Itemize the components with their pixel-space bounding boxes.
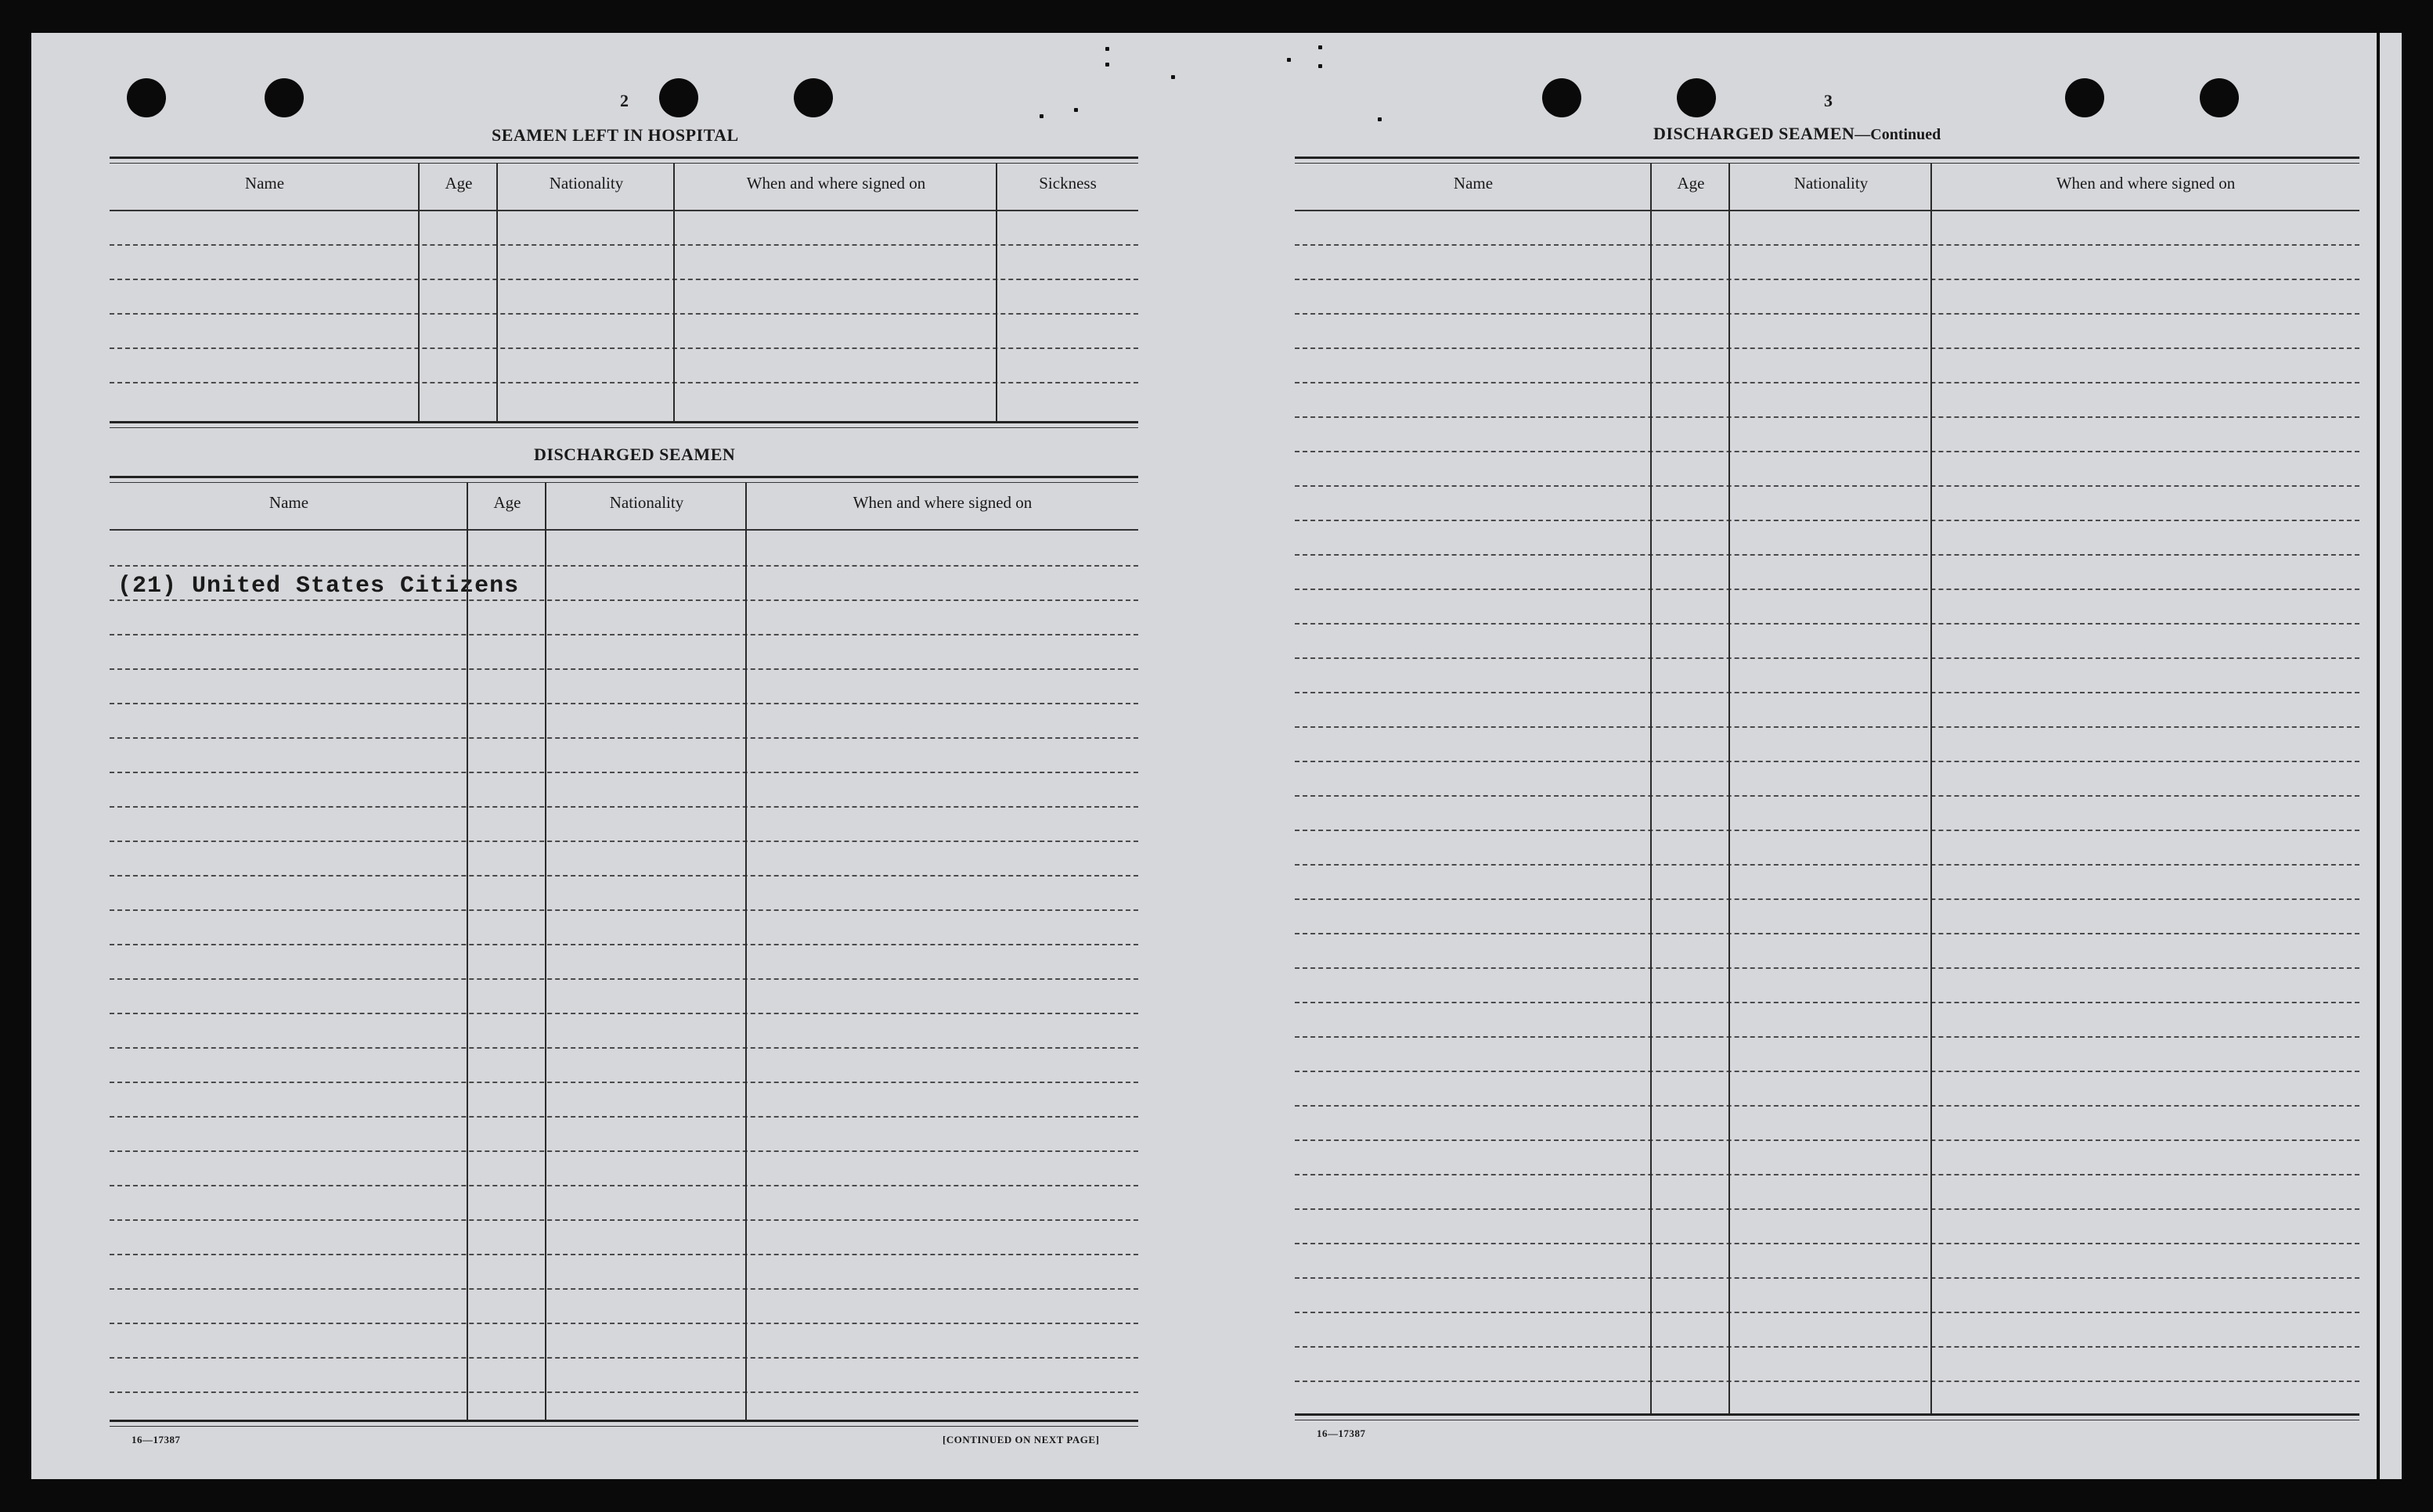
right-row-line: [1295, 864, 2359, 866]
punch-hole-4: [794, 78, 833, 117]
right-row-line: [1295, 657, 2359, 659]
right-row-line: [1295, 485, 2359, 487]
right-row-line: [1295, 451, 2359, 452]
discharged-row-line: [110, 909, 1138, 911]
discharged-row-line: [110, 1391, 1138, 1393]
ink-speck: [1074, 108, 1078, 112]
hospital-col-divider: [418, 163, 420, 421]
form-number-right: 16—17387: [1317, 1427, 1366, 1439]
continued-note: [CONTINUED ON NEXT PAGE]: [943, 1434, 1100, 1445]
discharged-row-line: [110, 1013, 1138, 1014]
right-row-line: [1295, 1312, 2359, 1313]
punch-hole-6: [1677, 78, 1716, 117]
ink-speck: [1378, 117, 1382, 121]
discharged-row-line: [110, 772, 1138, 773]
hospital-section-title: SEAMEN LEFT IN HOSPITAL: [492, 125, 739, 145]
ink-speck: [1105, 63, 1109, 67]
ink-speck: [1040, 114, 1043, 118]
right-row-line: [1295, 1036, 2359, 1038]
right-row-line: [1295, 898, 2359, 900]
hospital-bottom-rule-2: [110, 427, 1138, 428]
discharged-header-name: Name: [269, 493, 309, 512]
hospital-top-rule: [110, 157, 1138, 159]
hospital-header-bottom-rule: [110, 210, 1138, 211]
right-col-divider: [1728, 163, 1730, 1415]
hospital-header-name: Name: [244, 174, 285, 193]
scan-edge: [2377, 33, 2380, 1479]
hospital-row-line: [110, 347, 1138, 349]
page-number-left: 2: [620, 91, 629, 110]
right-section-title: [1653, 124, 1941, 144]
right-header-signed-on: When and where signed on: [2056, 174, 2236, 193]
right-row-line: [1295, 1208, 2359, 1210]
discharged-row-line: [110, 1219, 1138, 1221]
discharged-row-line: [110, 875, 1138, 877]
discharged-col-divider: [467, 482, 468, 1421]
ink-speck: [1171, 75, 1175, 79]
right-row-line: [1295, 416, 2359, 418]
hospital-row-line: [110, 244, 1138, 246]
punch-hole-5: [1542, 78, 1581, 117]
discharged-row-line: [110, 668, 1138, 670]
punch-hole-2: [265, 78, 304, 117]
hospital-row-line: [110, 313, 1138, 315]
discharged-row-line: [110, 978, 1138, 980]
discharged-row-line: [110, 1323, 1138, 1324]
hospital-col-divider: [496, 163, 498, 421]
right-row-line: [1295, 967, 2359, 969]
right-row-line: [1295, 1346, 2359, 1348]
right-row-line: [1295, 795, 2359, 797]
right-row-line: [1295, 589, 2359, 590]
discharged-bottom-rule-2: [110, 1426, 1138, 1427]
right-row-line: [1295, 382, 2359, 383]
right-row-line: [1295, 692, 2359, 693]
right-row-line: [1295, 279, 2359, 280]
right-section-title-suffix: —Continued: [1854, 126, 1941, 143]
discharged-row-line: [110, 806, 1138, 808]
discharged-row-line: [110, 1047, 1138, 1049]
discharged-row-line: [110, 703, 1138, 704]
ink-speck: [1318, 64, 1322, 68]
hospital-header-age: Age: [445, 174, 473, 193]
discharged-section-title: DISCHARGED SEAMEN: [534, 445, 736, 464]
right-row-line: [1295, 1277, 2359, 1279]
hospital-col-divider: [673, 163, 675, 421]
right-col-divider: [1650, 163, 1652, 1415]
right-row-line: [1295, 1071, 2359, 1072]
hospital-header-nationality: Nationality: [549, 174, 624, 193]
punch-hole-3: [659, 78, 698, 117]
right-row-line: [1295, 623, 2359, 625]
right-header-nationality: Nationality: [1793, 174, 1869, 193]
right-row-line: [1295, 761, 2359, 762]
discharged-row-line: [110, 841, 1138, 842]
discharged-row-line: [110, 1254, 1138, 1255]
right-row-line: [1295, 933, 2359, 934]
discharged-row-line: [110, 565, 1138, 567]
right-row-line: [1295, 520, 2359, 521]
ink-speck: [1105, 47, 1109, 51]
right-header-name: Name: [1453, 174, 1494, 193]
discharged-row-line: [110, 1082, 1138, 1083]
hospital-top-rule-2: [110, 163, 1138, 164]
hospital-header-sickness: Sickness: [1039, 174, 1097, 193]
discharged-row-line: [110, 1150, 1138, 1152]
right-row-line: [1295, 1243, 2359, 1244]
page-number-right: 3: [1824, 91, 1833, 110]
right-row-line: [1295, 830, 2359, 831]
hospital-header-signed-on: When and where signed on: [746, 174, 926, 193]
punch-hole-8: [2200, 78, 2239, 117]
discharged-bottom-rule: [110, 1420, 1138, 1422]
discharged-top-rule: [110, 476, 1138, 478]
right-top-rule-2: [1295, 163, 2359, 164]
hospital-col-divider: [996, 163, 997, 421]
right-bottom-rule: [1295, 1413, 2359, 1416]
discharged-top-rule-2: [110, 482, 1138, 483]
discharged-header-nationality: Nationality: [609, 493, 684, 512]
ink-speck: [1318, 45, 1322, 49]
right-row-line: [1295, 244, 2359, 246]
right-header-bottom-rule: [1295, 210, 2359, 211]
discharged-row-line: [110, 634, 1138, 635]
discharged-row-line: [110, 1288, 1138, 1290]
discharged-row-line: [110, 1185, 1138, 1186]
right-row-line: [1295, 726, 2359, 728]
punch-hole-1: [127, 78, 166, 117]
right-row-line: [1295, 347, 2359, 349]
hospital-bottom-rule: [110, 421, 1138, 423]
form-number-left: 16—17387: [132, 1434, 181, 1445]
discharged-header-bottom-rule: [110, 529, 1138, 531]
punch-hole-7: [2065, 78, 2104, 117]
right-header-age: Age: [1677, 174, 1705, 193]
right-row-line: [1295, 554, 2359, 556]
right-top-rule: [1295, 157, 2359, 159]
document-sheet: [31, 33, 2402, 1479]
discharged-row-line: [110, 599, 1138, 601]
discharged-row-line: [110, 737, 1138, 739]
right-row-line: [1295, 1139, 2359, 1141]
right-row-line: [1295, 1105, 2359, 1107]
right-row-line: [1295, 313, 2359, 315]
hospital-row-line: [110, 279, 1138, 280]
discharged-row-line: [110, 1357, 1138, 1359]
right-section-title-text: DISCHARGED SEAMEN: [1653, 124, 1855, 143]
discharged-header-age: Age: [493, 493, 521, 512]
discharged-col-divider: [745, 482, 747, 1421]
discharged-entry: (21) United States Citizens: [117, 573, 520, 599]
hospital-row-line: [110, 382, 1138, 383]
discharged-header-signed-on: When and where signed on: [852, 493, 1033, 512]
right-row-line: [1295, 1002, 2359, 1003]
right-row-line: [1295, 1174, 2359, 1175]
right-col-divider: [1930, 163, 1932, 1415]
right-row-line: [1295, 1381, 2359, 1382]
discharged-row-line: [110, 1116, 1138, 1118]
discharged-row-line: [110, 944, 1138, 945]
discharged-col-divider: [545, 482, 546, 1421]
ink-speck: [1287, 58, 1291, 62]
